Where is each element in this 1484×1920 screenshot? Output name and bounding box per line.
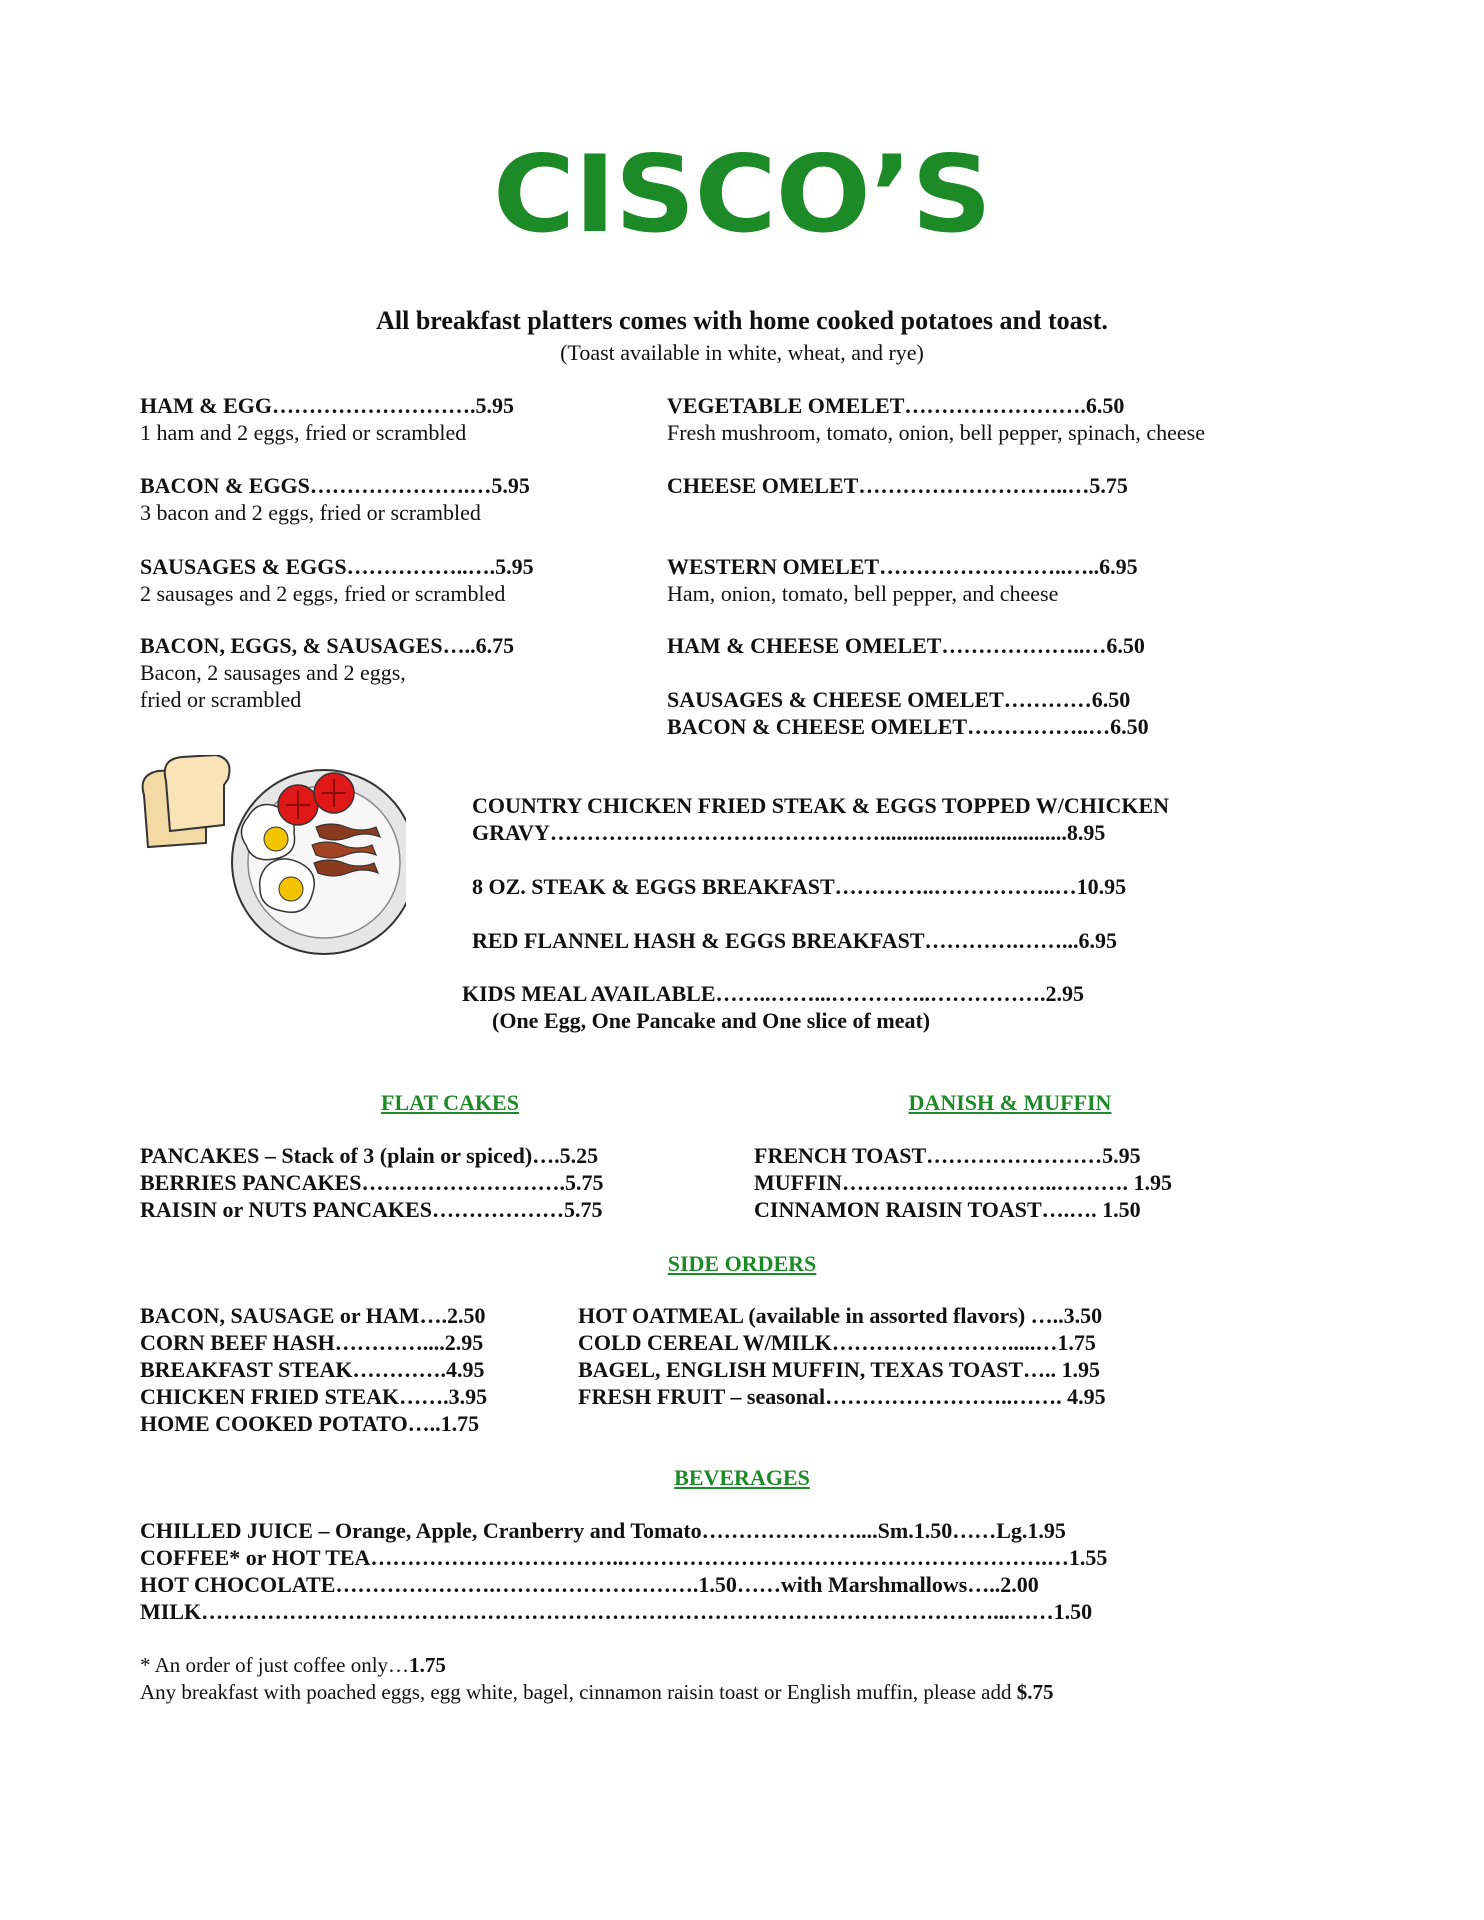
- list-item: CORN BEEF HASH…………....2.95: [140, 1330, 484, 1355]
- list-item: HOME COOKED POTATO…..1.75: [140, 1411, 480, 1436]
- menu-item: [667, 472, 1128, 499]
- item-description: Fresh mushroom, tomato, onion, bell pepper, spinach, cheese: [667, 420, 1206, 445]
- coffee-only-note: [140, 1652, 446, 1679]
- breakfast-intro: All breakfast platters comes with home cooked potatoes and toast.: [376, 306, 1108, 335]
- note-text: * An order of just coffee only…: [140, 1653, 410, 1677]
- item-title: BACON & EGGS………………….…5.95: [140, 473, 530, 498]
- item-title: BACON & CHEESE OMELET……………..…6.50: [667, 714, 1149, 739]
- list-item: MUFFIN……………….………..………. 1.95: [754, 1170, 1172, 1195]
- menu-item: [667, 392, 1205, 446]
- list-item: RAISIN or NUTS PANCAKES………………5.75: [140, 1197, 603, 1222]
- item-title: WESTERN OMELET……………………..…..6.95: [667, 554, 1138, 579]
- item-title: HAM & CHEESE OMELET………………..…6.50: [667, 633, 1145, 658]
- list-item: BREAKFAST STEAK………….4.95: [140, 1357, 485, 1382]
- note-text: Any breakfast with poached eggs, egg white, bagel, cinnamon raisin toast or English muffin, please add: [140, 1680, 1017, 1704]
- toast-note: (Toast available in white, wheat, and rye): [560, 340, 924, 365]
- section-title-flat-cakes: FLAT CAKES: [381, 1090, 519, 1115]
- item-description: Bacon, 2 sausages and 2 eggs,: [140, 660, 406, 685]
- danish-muffin-list: [754, 1142, 1172, 1223]
- list-item: BERRIES PANCAKES……………………….5.75: [140, 1170, 604, 1195]
- kids-meal-note: (One Egg, One Pancake and One slice of meat): [492, 1008, 931, 1033]
- special-item: RED FLANNEL HASH & EGGS BREAKFAST………….……...6.95: [472, 928, 1118, 953]
- special-item: [462, 980, 1084, 1034]
- menu-item: [140, 632, 514, 713]
- item-title: HAM & EGG……………………….5.95: [140, 393, 514, 418]
- list-item: HOT CHOCOLATE………………….……………………….1.50……with Marshmallows…..2.00: [140, 1572, 1039, 1597]
- item-title: BACON, EGGS, & SAUSAGES…..6.75: [140, 633, 515, 658]
- side-orders-right-list: [578, 1302, 1106, 1410]
- list-item: FRENCH TOAST……………………5.95: [754, 1143, 1141, 1168]
- list-item: CINNAMON RAISIN TOAST….…. 1.50: [754, 1197, 1141, 1222]
- item-title: KIDS MEAL AVAILABLE……..……...…………..…………….2.95: [462, 981, 1085, 1006]
- bacon-strips-icon: [312, 824, 380, 876]
- item-description: 3 bacon and 2 eggs, fried or scrambled: [140, 500, 481, 525]
- menu-item: [667, 686, 1149, 740]
- breakfast-plate-illustration: [136, 755, 406, 955]
- menu-item: [140, 472, 530, 526]
- flat-cakes-list: [140, 1142, 603, 1223]
- list-item: BACON, SAUSAGE or HAM….2.50: [140, 1303, 486, 1328]
- item-description: fried or scrambled: [140, 687, 302, 712]
- item-title: COUNTRY CHICKEN FRIED STEAK & EGGS TOPPED W/CHICKEN: [472, 793, 1170, 818]
- item-title: SAUSAGES & CHEESE OMELET…………6.50: [667, 687, 1131, 712]
- list-item: BAGEL, ENGLISH MUFFIN, TEXAS TOAST….. 1.95: [578, 1357, 1101, 1382]
- menu-item: [140, 553, 534, 607]
- section-title-side-orders: SIDE ORDERS: [667, 1251, 817, 1276]
- side-orders-left-list: [140, 1302, 487, 1437]
- list-item: CHILLED JUICE – Orange, Apple, Cranberry and Tomato…………………....Sm.1.50……Lg.1.95: [140, 1518, 1066, 1543]
- beverages-list: [140, 1517, 1107, 1625]
- item-description: Ham, onion, tomato, bell pepper, and cheese: [667, 581, 1059, 606]
- list-item: COLD CEREAL W/MILK…………………….....…1.75: [578, 1330, 1096, 1355]
- item-title: GRAVY………………………………………..................................8.95: [472, 820, 1106, 845]
- restaurant-logo: CISCO’S: [492, 133, 992, 257]
- special-item: 8 OZ. STEAK & EGGS BREAKFAST…………..……………..…10.95: [472, 874, 1127, 899]
- menu-item: [667, 553, 1138, 607]
- item-title: VEGETABLE OMELET…………………….6.50: [667, 393, 1125, 418]
- list-item: HOT OATMEAL (available in assorted flavors) …..3.50: [578, 1303, 1103, 1328]
- section-title-danish-muffin: DANISH & MUFFIN: [908, 1090, 1112, 1115]
- add-on-note: [140, 1679, 1053, 1706]
- item-title: SAUSAGES & EGGS……………..….5.95: [140, 554, 534, 579]
- item-description: 1 ham and 2 eggs, fried or scrambled: [140, 420, 467, 445]
- note-price: $.75: [1016, 1680, 1054, 1704]
- menu-item: [140, 392, 514, 446]
- note-price: 1.75: [409, 1653, 446, 1677]
- list-item: MILK………………………………………………………………………………………………...……1.50: [140, 1599, 1093, 1624]
- list-item: CHICKEN FRIED STEAK…….3.95: [140, 1384, 488, 1409]
- section-title-beverages: BEVERAGES: [674, 1465, 810, 1490]
- item-description: 2 sausages and 2 eggs, fried or scrambled: [140, 581, 506, 606]
- special-item: [472, 792, 1169, 846]
- list-item: PANCAKES – Stack of 3 (plain or spiced)….5.25: [140, 1143, 599, 1168]
- menu-item: [667, 632, 1145, 659]
- toast-icon: [143, 755, 230, 847]
- item-title: CHEESE OMELET………………………..…5.75: [667, 473, 1128, 498]
- list-item: FRESH FRUIT – seasonal……………………..……. 4.95: [578, 1384, 1106, 1409]
- list-item: COFFEE* or HOT TEA……………………………..………………………………………………….…1.55: [140, 1545, 1108, 1570]
